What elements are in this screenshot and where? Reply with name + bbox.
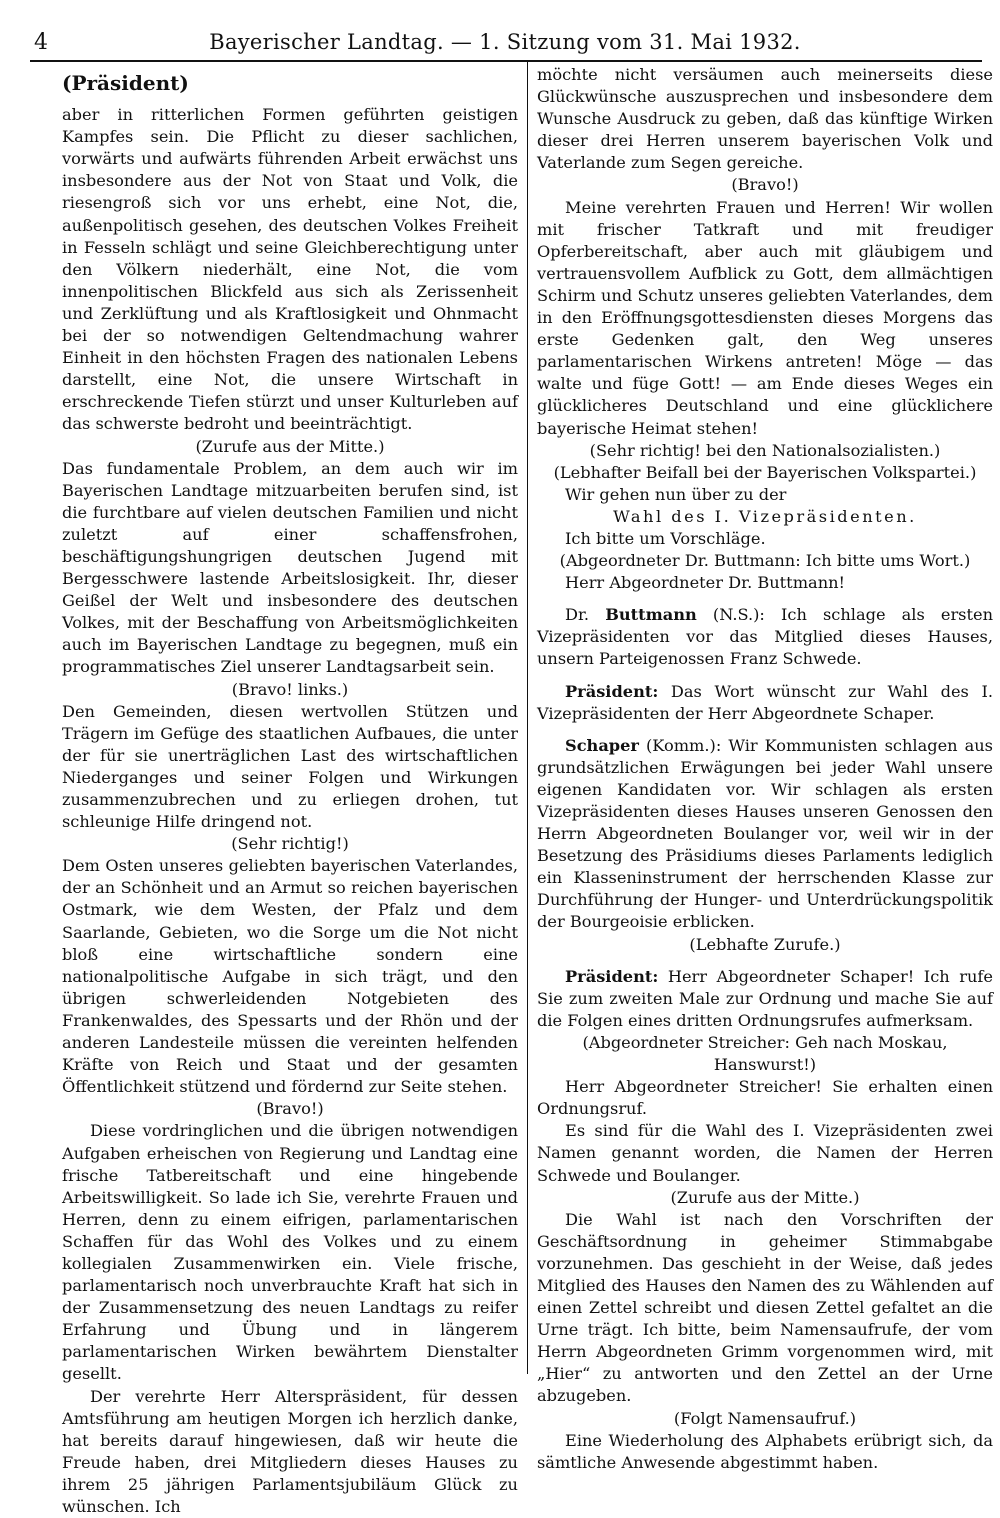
interjection: (Abgeordneter Streicher: Geh nach Moskau, Hanswurst!) xyxy=(582,1032,948,1075)
interjection: (Folgt Namensaufruf.) xyxy=(673,1408,857,1428)
speech-president xyxy=(537,681,993,725)
interjection: (Zurufe aus der Mitte.) xyxy=(670,1187,860,1207)
spacer xyxy=(537,725,993,735)
interjection: (Bravo! links.) xyxy=(231,679,349,699)
speaker-name: Präsident: xyxy=(565,966,659,986)
interjection: (Zurufe aus der Mitte.) xyxy=(195,436,385,456)
interjection: (Abgeordneter Dr. Buttmann: Ich bitte ums Wort.) xyxy=(559,551,971,571)
paragraph: Herr Abgeordneter Dr. Buttmann! xyxy=(565,573,846,593)
paragraph: Die Wahl ist nach den Vorschriften der Geschäftsordnung in geheimer Stimmabgabe vorzunehmen. Das geschieht in der Weise, daß jedes Mitglied des Hauses den Namen des zu Wählenden auf einen Zettel schreibt und diesen Zettel gefaltet an die Urne trägt. Ich bitte, beim Namensaufrufe, der vom Herrn Abgeordneten Grimm vorgenommen wird, mit „Hier“ zu antworten und den Zettel an der Urne abzugeben. xyxy=(537,1209,993,1406)
speech-text: Herr Abgeordneter Schaper! Ich rufe Sie zum zweiten Male zur Ordnung und mache Sie auf die Folgen eines dritten Ordnungsrufes aufmerksam. xyxy=(537,966,993,1030)
paragraph: Diese vordringlichen und die übrigen notwendigen Aufgaben erheischen von Regierung und Landtag eine frische Tatbereitschaft und eine hingebende Arbeitswilligkeit. So lade ich Sie, verehrte Frauen und Herren, denn zu einem eifrigen, parlamentarischen Schaffen für das Wohl des Volkes und zu einem kollegialen Zusammenwirken ein. Viele frische, parlamentarisch noch unverbrauchte Kraft hat sich in der Zusammensetzung des neuen Landtags zu reifer Erfahrung und Übung und in längerem parlamentarischen Wirken bewährtem Dienstalter gesellt. xyxy=(62,1121,518,1384)
speaker-title: Dr. xyxy=(565,605,590,625)
speech-text: Das Wort wünscht zur Wahl des I. Vizepräsidenten der Herr Abgeordnete Schaper. xyxy=(537,681,993,723)
right-column xyxy=(537,64,993,1474)
speaker-name: Präsident: xyxy=(565,681,659,701)
column-divider xyxy=(527,62,528,1374)
spacer xyxy=(537,956,993,966)
page-number: 4 xyxy=(34,30,48,55)
interjection: (Bravo!) xyxy=(731,175,799,195)
interjection: (Sehr richtig! bei den Nationalsozialisten.) xyxy=(589,440,941,460)
spacer xyxy=(537,671,993,681)
speech-buttmann xyxy=(537,604,993,670)
left-column xyxy=(62,64,518,1518)
paragraph: Wir gehen nun über zu der xyxy=(565,484,787,504)
speech-text: (N.S.): Ich schlage als ersten Vizepräsidenten vor das Mitglied dieses Hauses, unsern Parteigenossen Franz Schwede. xyxy=(537,605,993,669)
paragraph: Meine verehrten Frauen und Herren! Wir wollen mit frischer Tatkraft und mit freudiger Opferbereitschaft, aber auch mit gläubigem und vertrauensvollem Aufblick zu Gott, dem allmächtigen Schirm und Schutz unseres geliebten Vaterlandes, dem in den Eröffnungsgottesdiensten dieses Morgens das erste Gedenken galt, den Weg unseres parlamentarischen Wirkens antreten! Möge — das walte und füge Gott! — am Ende dieses Weges ein glücklicheres Deutschland und eine glücklichere bayerische Heimat stehen! xyxy=(537,197,993,438)
page-header xyxy=(30,28,980,58)
spacer xyxy=(537,594,993,604)
paragraph: Ich bitte um Vorschläge. xyxy=(565,528,766,548)
interjection: (Sehr richtig!) xyxy=(231,834,349,854)
speech-text: (Komm.): Wir Kommunisten schlagen aus grundsätzlichen Erwägungen bei jeder Wahl unsere eigenen Kandidaten vor. Wir schlagen als ersten Vizepräsidenten dieses Hauses unseren Genossen den Herrn Abgeordneten Boulanger vor, weil wir in der Besetzung des Präsidiums dieses Parlaments lediglich ein Klasseninstrument der herrschenden Klasse zur Durchführung der Hunger- und Unterdrückungspolitik der Bourgeoisie erblicken. xyxy=(537,735,993,932)
speaker-name: Buttmann xyxy=(605,605,697,625)
interjection: (Lebhafter Beifall bei der Bayerischen Volkspartei.) xyxy=(553,462,977,482)
paragraph: Herr Abgeordneter Streicher! Sie erhalten einen Ordnungsruf. xyxy=(537,1077,993,1119)
speech-schaper xyxy=(537,735,993,934)
speaker-heading: (Präsident) xyxy=(62,71,189,95)
speaker-name: Schaper xyxy=(565,735,639,755)
paragraph: Das fundamentale Problem, an dem auch wir im Bayerischen Landtage mitzuarbeiten berufen sind, ist die furchtbare auf vielen deutschen Familien und nicht zuletzt auf einer schaffensfrohen, beschäftigungshungrigen deutschen Jugend mit Bergesschwere lastende Arbeitslosigkeit. Ihr, dieser Geißel der Welt und insbesondere des deutschen Volkes, mit der Beschaffung von Arbeitsmöglichkeiten auch im Bayerischen Landtage zu begegnen, muß ein programmatisches Ziel unserer Landtagsarbeit sein. xyxy=(62,458,518,677)
paragraph: Den Gemeinden, diesen wertvollen Stützen und Trägern im Gefüge des staatlichen Aufbaues, die unter der für sie unerträglichen Last des wirtschaftlichen Niederganges und seiner Folgen und Wirkungen zusammenzubrechen und zu erliegen drohen, tut schleunige Hilfe dringend not. xyxy=(62,701,518,832)
paragraph: Der verehrte Herr Alterspräsident, für dessen Amtsführung am heutigen Morgen ich herzlich danke, hat bereits darauf hingewiesen, daß wir heute die Freude haben, drei Mitgliedern dieses Hauses zu ihrem 25 jährigen Parlamentsjubiläum Glück zu wünschen. Ich xyxy=(62,1386,518,1516)
paragraph: möchte nicht versäumen auch meinerseits diese Glückwünsche auszusprechen und insbesondere dem Wunsche Ausdruck zu geben, daß das künftige Wirken dieser drei Herren unserem bayerischen Volk und Vaterlande zum Segen gereiche. xyxy=(537,65,993,173)
interjection: (Lebhafte Zurufe.) xyxy=(689,934,841,954)
speech-president xyxy=(537,966,993,1032)
running-title: Bayerischer Landtag. — 1. Sitzung vom 31. Mai 1932. xyxy=(209,30,801,54)
paragraph: Dem Osten unseres geliebten bayerischen Vaterlandes, der an Schönheit und an Armut so reichen bayerischen Ostmark, wie dem Westen, der Pfalz und dem Saarlande, Gebieten, wo die Sorge um die Not nicht bloß eine wirtschaftliche sondern eine nationalpolitische Aufgabe in sich trägt, und den übrigen schwerleidenden Notgebieten des Frankenwaldes, des Spessarts und der Rhön und der anderen Landesteile müssen die vereinten helfenden Kräfte von Reich und Staat und der gesamten Öffentlichkeit stützend und fördernd zur Seite stehen. xyxy=(62,856,518,1097)
agenda-item: Wahl des I. Vizepräsidenten. xyxy=(613,506,917,526)
paragraph: Es sind für die Wahl des I. Vizepräsidenten zwei Namen genannt worden, die Namen der Herren Schwede und Boulanger. xyxy=(537,1121,993,1185)
interjection: (Bravo!) xyxy=(256,1099,324,1119)
paragraph: Eine Wiederholung des Alphabets erübrigt sich, da sämtliche Anwesende abgestimmt haben. xyxy=(537,1430,993,1472)
header-rule xyxy=(30,60,982,62)
paragraph: aber in ritterlichen Formen geführten geistigen Kampfes sein. Die Pflicht zu dieser sachlichen, vorwärts und aufwärts führenden Arbeit erwächst uns insbesondere aus der Not von Staat und Volk, die riesengroß sich vor uns erhebt, eine Not, die, außenpolitisch gesehen, des deutschen Volkes Freiheit in Fesseln schlägt und seine Gleichberechtigung unter den Völkern niederhält, eine Not, die vom innenpolitischen Blickfeld aus sich als Zerissenheit und Zerklüftung und als Kraftlosigkeit und Ohnmacht bei der so notwendigen Geltendmachung wahrer Einheit in den höchsten Fragen des nationalen Lebens darstellt, eine Not, die unsere Wirtschaft in erschreckende Tiefen stürzt und unser Kulturleben auf das schwerste bedroht und beeinträchtigt. xyxy=(62,105,518,434)
